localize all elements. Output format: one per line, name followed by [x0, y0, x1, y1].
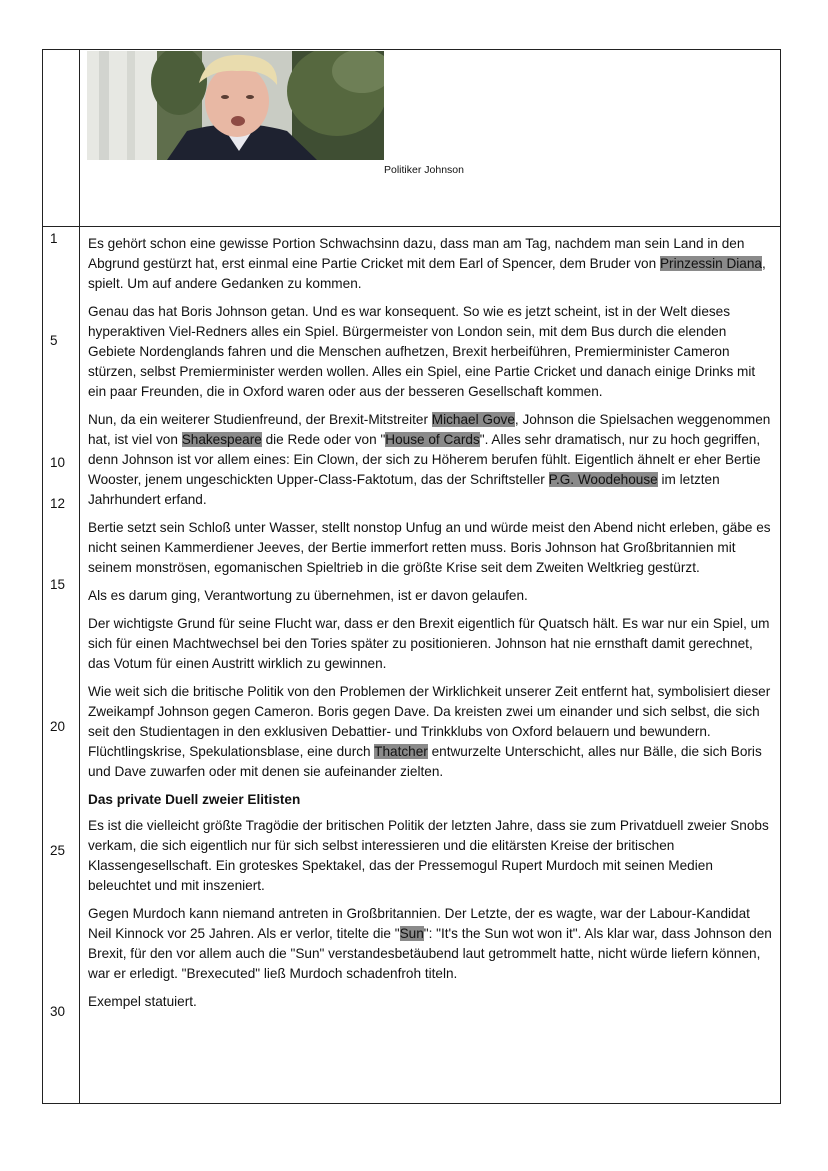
text-run: Bertie setzt sein Schloß unter Wasser, stellt nonstop Unfug an und würde meist den Abend nicht erleben, gäbe es nicht seinen Kammerdiener Jeeves, der Bertie immerfort retten muss. Boris Johnson hat Großbritannien mit seinem monströsen, egomanischen Spieltrieb in die größte Krise seit dem Zweiten Weltkrieg gestürzt.	[88, 520, 771, 575]
text-run: , Johnson die Spielsachen weggenommen hat, ist viel von	[88, 412, 771, 447]
article-paragraph	[88, 234, 776, 294]
line-number-column-divider	[79, 49, 80, 1104]
article-paragraph	[88, 302, 776, 402]
text-run: Wie weit sich die britische Politik von den Problemen der Wirklichkeit unserer Zeit entfernt hat, symbolisiert dieser Zweikampf Johnson gegen Cameron. Boris gegen Dave. Da kreisten zwei um einander und sich selbst, die sich seit den Studientagen in den exklusiven Debattier- und Trinkklubs von Oxford belauern und bewundern. Flüchtlingskrise, Spekulationsblase, eine durch	[88, 684, 771, 759]
text-run: Exempel statuiert.	[88, 994, 197, 1009]
article-paragraph	[88, 816, 776, 896]
johnson-photo	[87, 51, 384, 160]
text-run: Das private Duell zweier Elitisten	[88, 792, 301, 807]
highlighted-name: Thatcher	[374, 744, 428, 759]
photo-caption: Politiker Johnson	[384, 164, 464, 176]
text-run: entwurzelte Unterschicht, alles nur Bälle, die sich Boris und Dave zuwarfen oder mit denen sie aufeinander zielten.	[88, 744, 762, 779]
article-paragraph	[88, 518, 776, 578]
line-number: 20	[50, 719, 66, 734]
article-paragraph	[88, 992, 776, 1012]
article-paragraph	[88, 904, 776, 984]
line-number: 15	[50, 577, 66, 592]
highlighted-name: Michael Gove	[431, 412, 515, 427]
text-run: im letzten Jahrhundert erfand.	[88, 472, 720, 507]
text-run: Der wichtigste Grund für seine Flucht war, dass er den Brexit eigentlich für Quatsch hält. Es war nur ein Spiel, um sich für einen Machtwechsel bei den Tories später zu positionieren. Johnson hat nie ernsthaft damit gerechnet, das Votum für einen Austritt wirklich zu gewinnen.	[88, 616, 770, 671]
section-heading	[88, 790, 776, 810]
article-paragraph	[88, 586, 776, 606]
article-text	[88, 234, 776, 1020]
highlighted-name: Sun	[399, 926, 424, 941]
line-number: 5	[50, 333, 58, 348]
text-run: Als es darum ging, Verantwortung zu übernehmen, ist er davon gelaufen.	[88, 588, 528, 603]
text-run: , spielt. Um auf andere Gedanken zu kommen.	[88, 256, 766, 291]
highlighted-name: Prinzessin Diana	[659, 256, 762, 271]
text-run: Es gehört schon eine gewisse Portion Schwachsinn dazu, dass man am Tag, nachdem man sein Land in den Abgrund gestürzt hat, erst einmal eine Partie Cricket mit dem Earl of Spencer, dem Bruder von	[88, 236, 745, 271]
article-paragraph	[88, 410, 776, 510]
article-paragraph	[88, 614, 776, 674]
highlighted-name: House of Cards	[385, 432, 480, 447]
text-run: Nun, da ein weiterer Studienfreund, der Brexit-Mitstreiter	[88, 412, 432, 427]
text-run: ". Alles sehr dramatisch, nur zu hoch gegriffen, denn Johnson ist vor allem eines: Ein Clown, der sich zu Höherem berufen fühlt. Eigentlich ähnelt er eher Bertie Wooster, jenem ungeschickten Upper-Class-Faktotum, das der Schriftsteller	[88, 432, 761, 487]
text-run: ": "It's the Sun wot won it". Als klar war, dass Johnson den Brexit, für den vor allem auch die "Sun" verstandesbetäubend laut getrommelt hatte, nicht würde liefern können, war er erledigt. "Brexecuted" ließ Murdoch schadenfroh titeln.	[88, 926, 772, 981]
text-run: die Rede oder von "	[261, 432, 386, 447]
line-number: 25	[50, 843, 66, 858]
highlighted-name: P.G. Woodehouse	[548, 472, 658, 487]
line-number: 12	[50, 496, 66, 511]
line-number: 10	[50, 455, 66, 470]
line-number: 1	[50, 231, 58, 246]
photo-row-divider	[42, 226, 781, 227]
highlighted-name: Shakespeare	[181, 432, 262, 447]
text-run: Gegen Murdoch kann niemand antreten in Großbritannien. Der Letzte, der es wagte, war der Labour-Kandidat Neil Kinnock vor 25 Jahren. Als er verlor, titelte die "	[88, 906, 750, 941]
article-paragraph	[88, 682, 776, 782]
text-run: Es ist die vielleicht größte Tragödie der britischen Politik der letzten Jahre, dass sie zum Privatduell zweier Snobs verkam, die sich eigentlich nur für sich selbst interessieren und die elitärsten Kreise der britischen Klassengesellschaft. Ein groteskes Spektakel, das der Pressemogul Rupert Murdoch mit seinen Medien beleuchtet und mit inszeniert.	[88, 818, 769, 893]
line-number: 30	[50, 1004, 66, 1019]
text-run: Genau das hat Boris Johnson getan. Und es war konsequent. So wie es jetzt scheint, ist in der Welt dieses hyperaktiven Viel-Redners alles ein Spiel. Bürgermeister von London sein, mit dem Bus durch die elenden Gebiete Nordenglands fahren und die Menschen aufhetzen, Brexit herbeiführen, Premierminister Cameron stürzen, selbst Premierminister werden wollen. Alles ein Spiel, eine Partie Cricket und danach einige Drinks mit ein paar Freunden, die in Oxford waren oder aus der besseren Gesellschaft kommen.	[88, 304, 756, 399]
